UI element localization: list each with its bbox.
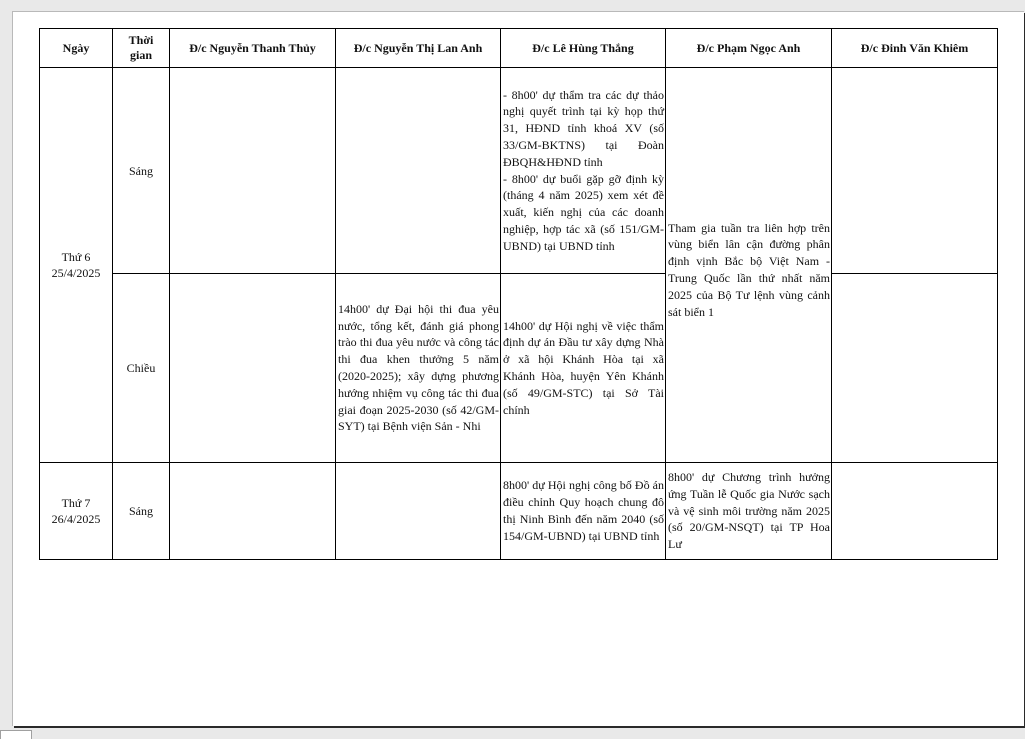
table-row-day2-morning (40, 463, 998, 560)
day1-afternoon-p2-text: 14h00' dự Đại hội thi đua yêu nước, tổng kết, đánh giá phong trào thi đua yêu nước và công tác thi đua khen thưởng 5 năm (2020-2025); xây dựng phương hướng nhiệm vụ công tác thi đua giai đoạn 2025-2030 (số 42/GM-SYT) tại Bệnh viện Sản - Nhi (338, 301, 499, 434)
day2-morning-p3 (501, 463, 666, 560)
day1-weekday: Thứ 6 (61, 250, 91, 264)
day1-morning-p1 (170, 68, 336, 274)
day2-morning-p4 (666, 463, 832, 560)
header-person-5: Đ/c Đinh Văn Khiêm (832, 29, 998, 68)
header-person-2: Đ/c Nguyễn Thị Lan Anh (336, 29, 501, 68)
schedule-table (39, 28, 998, 560)
day2-weekday: Thứ 7 (61, 496, 91, 510)
day1-morning-p3-item-1: - 8h00' dự thẩm tra các dự thảo nghị quyết trình tại kỳ họp thứ 31, HĐND tỉnh khoá XV (số 33/GM-BKTNS) tại Đoàn ĐBQH&HĐND tỉnh (503, 87, 664, 169)
day2-morning-p5 (832, 463, 998, 560)
day2-morning-label: Sáng (113, 463, 170, 560)
header-session-line2: gian (129, 48, 152, 62)
day2-morning-p1 (170, 463, 336, 560)
day1-afternoon-p2 (336, 274, 501, 463)
day1-afternoon-p3-text: 14h00' dự Hội nghị về việc thẩm định dự án Đầu tư xây dựng Nhà ở xã hội Khánh Hòa tại xã Khánh Hòa, huyện Yên Khánh (số 49/GM-STC) tại Sở Tài chính (503, 318, 664, 417)
day1-afternoon-p3 (501, 274, 666, 463)
day1-morning-label: Sáng (113, 68, 170, 274)
header-day: Ngày (40, 29, 113, 68)
header-person-1: Đ/c Nguyễn Thanh Thủy (170, 29, 336, 68)
day1-p4-fullday (666, 68, 832, 463)
header-session-line1: Thời (128, 33, 154, 47)
header-person-3: Đ/c Lê Hùng Thắng (501, 29, 666, 68)
document-page (12, 11, 1024, 726)
day2-morning-p2 (336, 463, 501, 560)
day1-afternoon-p1 (170, 274, 336, 463)
day2-date: 26/4/2025 (51, 512, 101, 526)
day1-afternoon-p5 (832, 274, 998, 463)
day1-afternoon-label: Chiều (113, 274, 170, 463)
table-row-day1-afternoon (40, 274, 998, 463)
day1-morning-p3-item-2: - 8h00' dự buổi gặp gỡ định kỳ (tháng 4 năm 2025) xem xét đề xuất, kiến nghị của các doanh nghiệp, hợp tác xã (số 151/GM-UBND) tại UBND tỉnh (503, 171, 664, 253)
header-row (40, 29, 998, 68)
day1-morning-p5 (832, 68, 998, 274)
header-person-4: Đ/c Phạm Ngọc Anh (666, 29, 832, 68)
day1-cell (40, 68, 113, 463)
table-row-day1-morning (40, 68, 998, 274)
header-session (113, 29, 170, 68)
day1-date: 25/4/2025 (51, 266, 101, 280)
day1-p4-fullday-text: Tham gia tuần tra liên hợp trên vùng biển lân cận đường phân định vịnh Bắc bộ Việt Nam - Trung Quốc lần thứ nhất năm 2025 của Bộ Tư lệnh vùng cảnh sát biển 1 (668, 220, 830, 319)
day1-morning-p3 (501, 68, 666, 274)
day2-morning-p3-text: 8h00' dự Hội nghị công bố Đồ án điều chỉnh Quy hoạch chung đô thị Ninh Bình đến năm 2040 (số 154/GM-UBND) tại UBND tỉnh (503, 478, 664, 543)
day1-morning-p2 (336, 68, 501, 274)
day2-morning-p4-text: 8h00' dự Chương trình hưởng ứng Tuần lễ Quốc gia Nước sạch và vệ sinh môi trường năm 2025 (số 20/GM-NSQT) tại TP Hoa Lư (668, 470, 830, 552)
day2-cell (40, 463, 113, 560)
